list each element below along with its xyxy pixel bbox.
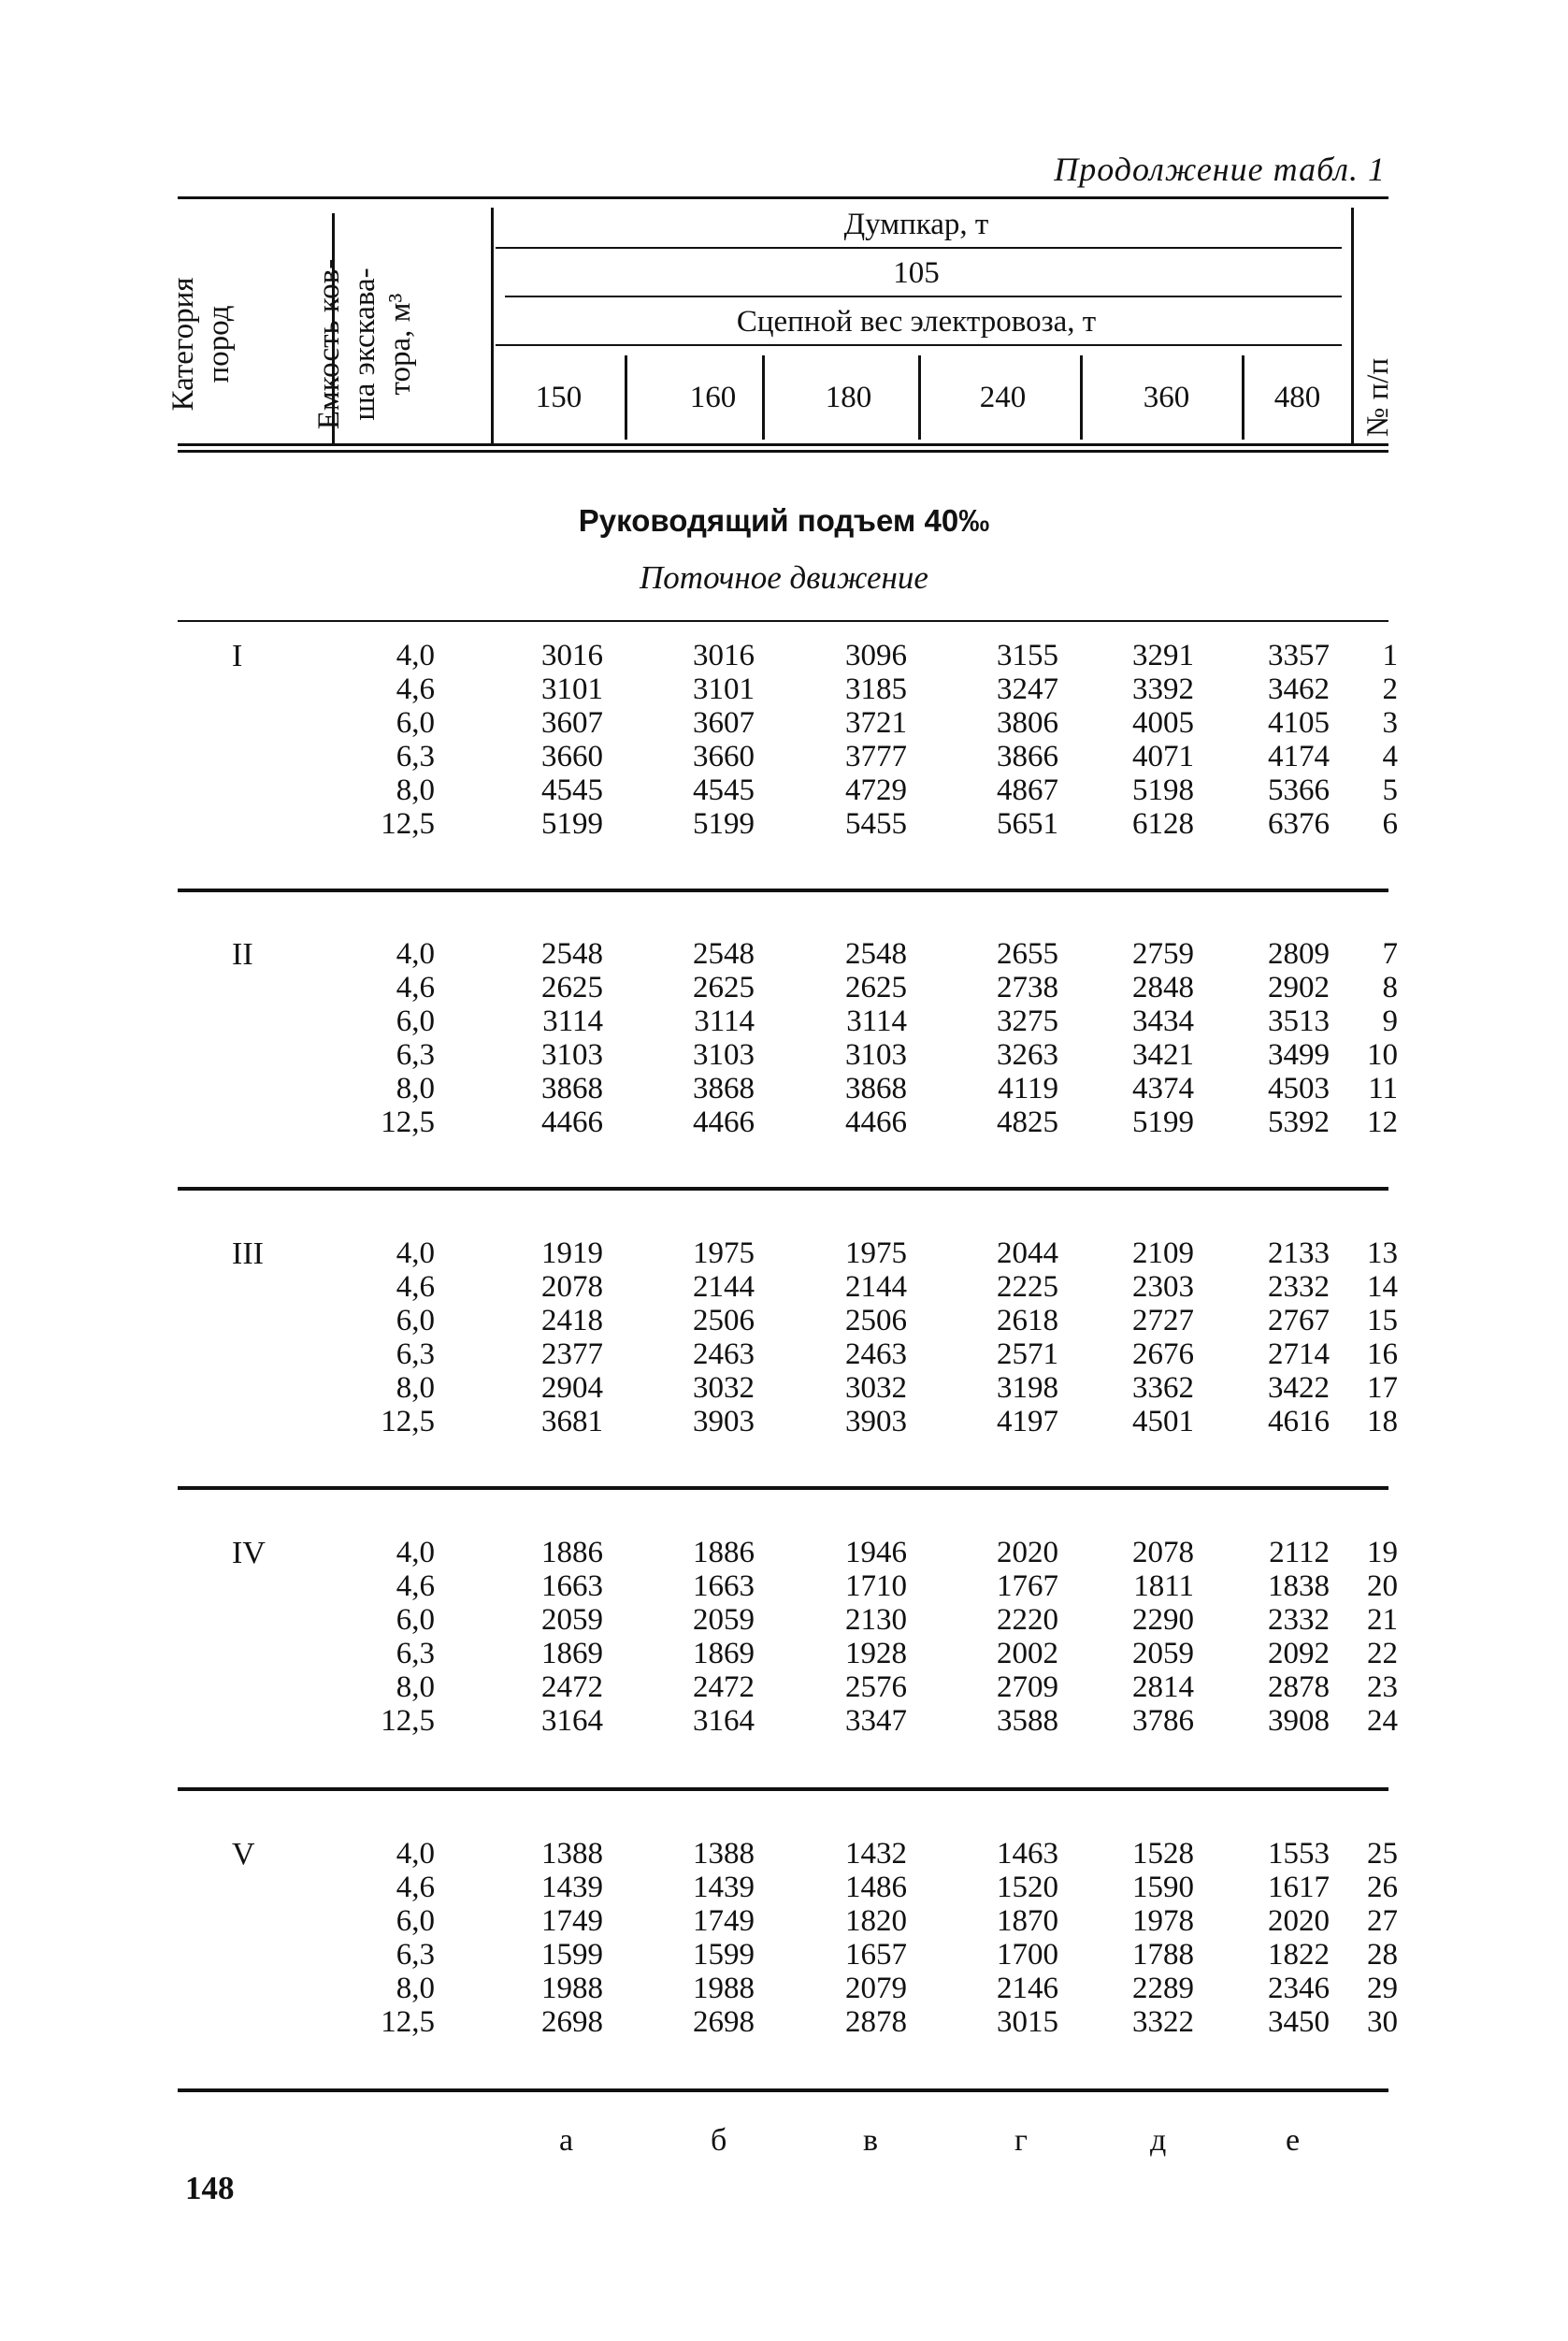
weight-divider	[1080, 355, 1083, 440]
category-label: V	[232, 1837, 255, 1871]
value-column-v: 3096 3185 3721 3777 4729 5455	[845, 639, 907, 841]
value-column-v: 1432 1486 1820 1657 2079 2878	[845, 1837, 907, 2039]
header-rule	[496, 344, 1342, 346]
column-letter-g: г	[1014, 2123, 1028, 2158]
value-column-a: 1919 2078 2418 2377 2904 3681	[541, 1236, 603, 1438]
table-bottom-rule	[178, 2088, 1388, 2092]
value-column-v: 1975 2144 2506 2463 3032 3903	[845, 1236, 907, 1438]
row-number-column: 19 20 21 22 23 24	[1367, 1536, 1398, 1738]
category-label: II	[232, 937, 253, 972]
column-letter-e: е	[1286, 2123, 1301, 2158]
value-column-a: 3016 3101 3607 3660 4545 5199	[541, 639, 603, 841]
weight-divider	[1242, 355, 1244, 440]
weight-180: 180	[825, 381, 872, 414]
value-column-g: 1463 1520 1870 1700 2146 3015	[997, 1837, 1058, 2039]
table-caption: Продолжение табл. 1	[1054, 151, 1386, 188]
weight-360: 360	[1143, 381, 1190, 414]
value-column-e: 2809 2902 3513 3499 4503 5392	[1268, 937, 1330, 1139]
header-bottom-rule	[178, 443, 1388, 446]
value-column-g: 2044 2225 2618 2571 3198 4197	[997, 1236, 1058, 1438]
column-letter-b: б	[711, 2123, 727, 2158]
group-separator	[178, 1187, 1388, 1191]
value-column-e: 1553 1617 2020 1822 2346 3450	[1268, 1837, 1330, 2039]
row-number-column: 1 2 3 4 5 6	[1382, 639, 1398, 841]
value-column-v: 1946 1710 2130 1928 2576 3347	[845, 1536, 907, 1738]
value-column-a: 1388 1439 1749 1599 1988 2698	[541, 1837, 603, 2039]
value-column-b: 1886 1663 2059 1869 2472 3164	[693, 1536, 755, 1738]
value-column-b: 1388 1439 1749 1599 1988 2698	[693, 1837, 755, 2039]
dumpcar-header: Думпкар, т	[843, 208, 989, 241]
category-header: Категория пород	[166, 277, 236, 412]
value-column-v: 2548 2625 3114 3103 3868 4466	[845, 937, 907, 1139]
value-column-g: 2020 1767 2220 2002 2709 3588	[997, 1536, 1058, 1738]
category-label: III	[232, 1236, 264, 1271]
page-number: 148	[185, 2170, 235, 2206]
bucket-capacity-header: Емкость ков- ша экскава- тора, м³	[312, 258, 417, 430]
weight-240: 240	[979, 381, 1027, 414]
header-rule	[496, 247, 1342, 249]
value-column-g: 2655 2738 3275 3263 4119 4825	[997, 937, 1058, 1139]
weight-divider	[625, 355, 627, 440]
category-label: IV	[232, 1536, 266, 1570]
section-subtitle: Поточное движение	[640, 559, 928, 596]
table-top-rule	[178, 196, 1388, 199]
value-column-d: 1528 1590 1978 1788 2289 3322	[1132, 1837, 1194, 2039]
weight-480: 480	[1273, 381, 1321, 414]
header-bottom-rule	[178, 450, 1388, 453]
value-column-b: 3016 3101 3607 3660 4545 5199	[693, 639, 755, 841]
column-letter-d: д	[1150, 2123, 1167, 2158]
row-number-column: 13 14 15 16 17 18	[1367, 1236, 1398, 1438]
capacity-column: 4,0 4,6 6,0 6,3 8,0 12,5	[381, 639, 435, 841]
group-separator	[178, 889, 1388, 892]
section-rule	[178, 620, 1388, 622]
value-column-d: 2109 2303 2727 2676 3362 4501	[1132, 1236, 1194, 1438]
capacity-column: 4,0 4,6 6,0 6,3 8,0 12,5	[381, 1536, 435, 1738]
coupling-weight-header: Сцепной вес электровоза, т	[736, 305, 1097, 339]
value-column-d: 3291 3392 4005 4071 5198 6128	[1132, 639, 1194, 841]
column-letter-a: а	[559, 2123, 574, 2158]
value-column-e: 2112 1838 2332 2092 2878 3908	[1268, 1536, 1330, 1738]
dumpcar-value: 105	[893, 256, 940, 290]
value-column-b: 2548 2625 3114 3103 3868 4466	[693, 937, 755, 1139]
value-column-e: 2133 2332 2767 2714 3422 4616	[1268, 1236, 1330, 1438]
weight-150: 150	[535, 381, 583, 414]
row-number-column: 25 26 27 28 29 30	[1367, 1837, 1398, 2039]
row-number-column: 7 8 9 10 11 12	[1367, 937, 1398, 1139]
header-rule	[505, 296, 1342, 297]
capacity-column: 4,0 4,6 6,0 6,3 8,0 12,5	[381, 1236, 435, 1438]
group-separator	[178, 1787, 1388, 1791]
section-title: Руководящий подъем 40‰	[578, 503, 990, 538]
column-letter-v: в	[863, 2123, 879, 2158]
value-column-a: 2548 2625 3114 3103 3868 4466	[541, 937, 603, 1139]
category-label: I	[232, 639, 243, 673]
value-column-d: 2078 1811 2290 2059 2814 3786	[1132, 1536, 1194, 1738]
capacity-column: 4,0 4,6 6,0 6,3 8,0 12,5	[381, 1837, 435, 2039]
group-separator	[178, 1486, 1388, 1490]
value-column-d: 2759 2848 3434 3421 4374 5199	[1132, 937, 1194, 1139]
capacity-column: 4,0 4,6 6,0 6,3 8,0 12,5	[381, 937, 435, 1139]
value-column-e: 3357 3462 4105 4174 5366 6376	[1268, 639, 1330, 841]
weight-160: 160	[689, 381, 737, 414]
value-column-g: 3155 3247 3806 3866 4867 5651	[997, 639, 1058, 841]
value-column-a: 1886 1663 2059 1869 2472 3164	[541, 1536, 603, 1738]
value-column-b: 1975 2144 2506 2463 3032 3903	[693, 1236, 755, 1438]
weight-divider	[918, 355, 921, 440]
row-number-header: № п/п	[1361, 357, 1395, 438]
